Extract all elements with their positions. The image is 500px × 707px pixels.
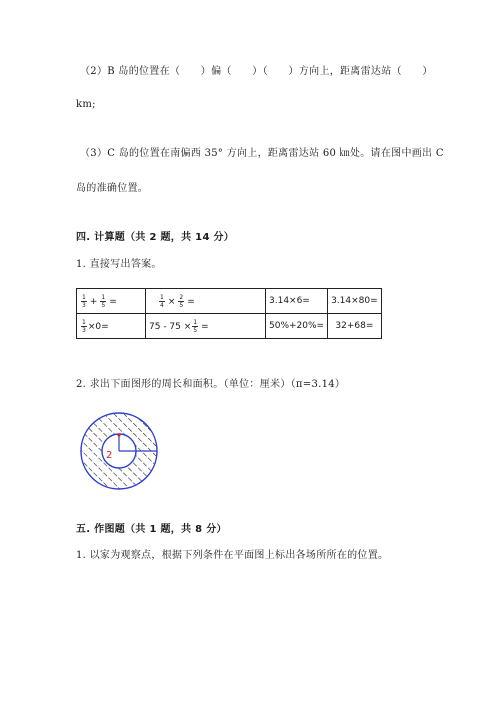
section5-q1: 1. 以家为观察点，根据下列条件在平面图上标出各场所所在的位置。 <box>76 550 389 561</box>
section5-title: 五. 作图题（共 1 题，共 8 分） <box>76 524 227 535</box>
q2-line2: km; <box>76 99 96 110</box>
q2-line1: （2）B 岛的位置在（ ）偏（ ）（ ）方向上，距离雷达站（ ） <box>80 66 433 77</box>
cell-r2c2: 75 - 75 × $\frac{1}{5}$ = <box>146 314 266 339</box>
q3-line2: 岛的准确位置。 <box>76 183 149 194</box>
cell-r2c4: 32+68= <box>328 314 382 339</box>
section4-title: 四. 计算题（共 2 题，共 14 分） <box>76 232 235 243</box>
center-dot <box>117 433 120 436</box>
cell-r2c3: 50%+20%= <box>266 314 328 339</box>
ring-figure <box>75 405 165 495</box>
fraction: $\frac{1}{5}$ <box>193 318 198 334</box>
fraction: $\frac{1}{3}$ <box>82 293 86 309</box>
cell-r1c3: 3.14×6= <box>266 289 328 314</box>
radius-label: 2 <box>106 450 113 461</box>
hatched-ring <box>75 405 165 495</box>
table-row <box>77 314 382 339</box>
cell-r1c4: 3.14×80= <box>328 289 382 314</box>
cell-r1c1: $\frac{1}{3}$ + $\frac{1}{5}$ = <box>77 289 146 314</box>
fraction: $\frac{1}{3}$ <box>82 318 86 334</box>
fraction: $\frac{1}{5}$ <box>101 293 106 309</box>
q3-line1: （3）C 岛的位置在南偏西 35° 方向上，距离雷达站 60 ㎞处。请在图中画出 C <box>80 148 444 159</box>
section4-q1: 1. 直接写出答案。 <box>76 259 162 270</box>
cell-r1c2: $\frac{1}{4}$ × $\frac{2}{5}$ = <box>146 289 266 314</box>
section4-q2: 2. 求出下面图形的周长和面积。（单位：厘米）（π=3.14） <box>76 379 346 390</box>
fraction: $\frac{2}{5}$ <box>179 293 184 309</box>
fraction: $\frac{1}{4}$ <box>160 293 164 309</box>
table-row <box>77 289 382 314</box>
calc-table <box>76 288 382 339</box>
cell-r2c1: $\frac{1}{3}$ ×0= <box>77 314 146 339</box>
